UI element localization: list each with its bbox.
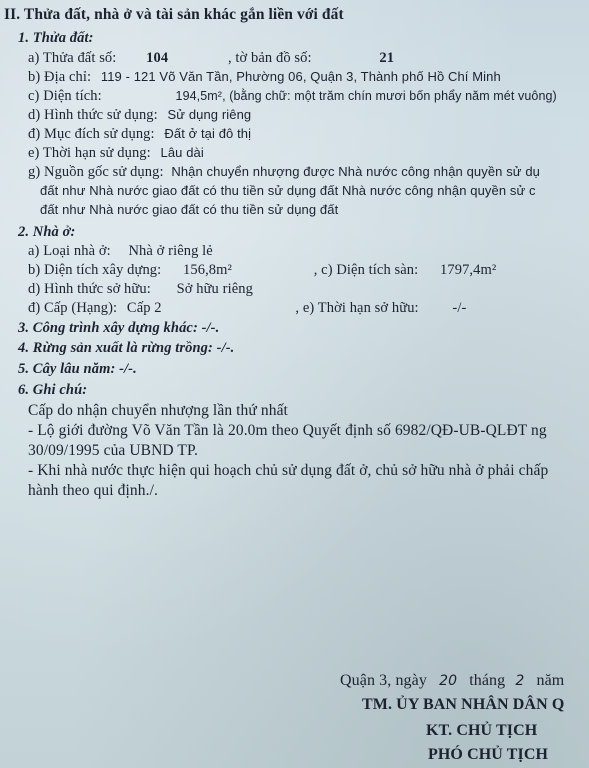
map-sheet-label: , tờ bản đồ số: (227, 50, 312, 66)
floor-area-label: , c) Diện tích sàn: (313, 262, 419, 278)
ownership-term-label: , e) Thời hạn sở hữu: (295, 300, 419, 316)
area-row (28, 88, 557, 105)
purpose-label: đ) Mục đích sử dụng: (28, 126, 155, 142)
note-line-1: Cấp do nhận chuyển nhượng lần thứ nhất (28, 402, 288, 419)
perennial-trees: 5. Cây lâu năm: -/-. (18, 361, 137, 377)
area-label: c) Diện tích: (28, 88, 102, 104)
signer-title-2: PHÓ CHỦ TỊCH (428, 746, 549, 763)
origin-line-1: Nhận chuyển nhượng được Nhà nước công nhận quyền sử dụ (171, 164, 540, 179)
parcel-number-row (28, 50, 394, 67)
signer-title-1: KT. CHỦ TỊCH (426, 722, 538, 739)
origin-line-2: đất như Nhà nước giao đất có thu tiền sử dụng đất Nhà nước công nhận quyền sử c (40, 183, 536, 198)
ownership-row (28, 281, 253, 298)
house-type-value: Nhà ở riêng lẻ (128, 243, 213, 259)
term-label: e) Thời hạn sử dụng: (28, 145, 151, 161)
ownership-term-value: -/- (452, 300, 467, 316)
build-area-row (28, 262, 496, 279)
use-form-label: d) Hình thức sử dụng: (28, 107, 158, 123)
parcel-number-label: a) Thửa đất số: (28, 50, 117, 66)
house-type-row (28, 243, 213, 260)
term-value: Lâu dài (160, 145, 204, 160)
year-label: năm (536, 672, 565, 689)
date-month: 2 (515, 673, 525, 689)
build-area-label: b) Diện tích xây dựng: (28, 262, 162, 278)
grade-label: đ) Cấp (Hạng): (28, 300, 118, 316)
house-type-label: a) Loại nhà ở: (28, 243, 111, 259)
origin-label: g) Nguồn gốc sử dụng: (28, 164, 164, 180)
address-label: b) Địa chỉ: (28, 69, 92, 85)
house-heading: 2. Nhà ở: (18, 224, 76, 240)
parcel-number: 104 (146, 50, 169, 66)
use-form-row (28, 107, 251, 124)
other-construction: 3. Công trình xây dựng khác: -/-. (18, 320, 220, 336)
grade-value: Cấp 2 (126, 300, 162, 316)
section-heading: II. Thửa đất, nhà ở và tài sản khác gắn liền với đất (4, 6, 344, 23)
origin-line-3: đất như Nhà nước giao đất có thu tiền sử dụng đất (40, 202, 339, 217)
grade-row (28, 300, 466, 317)
term-row (28, 145, 204, 162)
use-form-value: Sử dụng riêng (167, 107, 252, 122)
origin-row (28, 164, 540, 181)
address-value: 119 - 121 Võ Văn Tần, Phường 06, Quận 3, Thành phố Hồ Chí Minh (100, 69, 501, 84)
ownership-label: d) Hình thức sở hữu: (28, 281, 151, 297)
address-row (28, 69, 501, 86)
date-day: 20 (439, 673, 458, 689)
ownership-value: Sở hữu riêng (176, 281, 253, 297)
note-line-2: - Lộ giới đường Võ Văn Tần là 20.0m theo Quyết định số 6982/QĐ-UB-QLĐT ng (28, 422, 547, 439)
note-line-3: 30/09/1995 của UBND TP. (28, 442, 198, 459)
date-prefix: Quận 3, ngày (340, 672, 427, 689)
build-area-value: 156,8m² (183, 262, 232, 278)
month-label: tháng (469, 672, 506, 689)
area-value: 194,5m², (bằng chữ: một trăm chín mươi bốn phẩy năm mét vuông) (175, 89, 557, 103)
notes-heading: 6. Ghi chú: (18, 382, 88, 398)
production-forest: 4. Rừng sản xuất là rừng trồng: -/-. (18, 340, 235, 356)
signature-date-row (340, 672, 564, 690)
floor-area-value: 1797,4m² (440, 262, 497, 278)
note-line-4: - Khi nhà nước thực hiện qui hoạch chủ sử dụng đất ở, chủ sở hữu nhà ở phải chấp (28, 462, 549, 479)
map-sheet-number: 21 (379, 50, 395, 66)
note-line-5: hành theo qui định./. (28, 482, 158, 499)
issuing-authority: TM. ỦY BAN NHÂN DÂN Q (362, 696, 565, 713)
land-heading: 1. Thửa đất: (18, 30, 94, 46)
purpose-row (28, 126, 251, 143)
purpose-value: Đất ở tại đô thị (164, 126, 252, 141)
